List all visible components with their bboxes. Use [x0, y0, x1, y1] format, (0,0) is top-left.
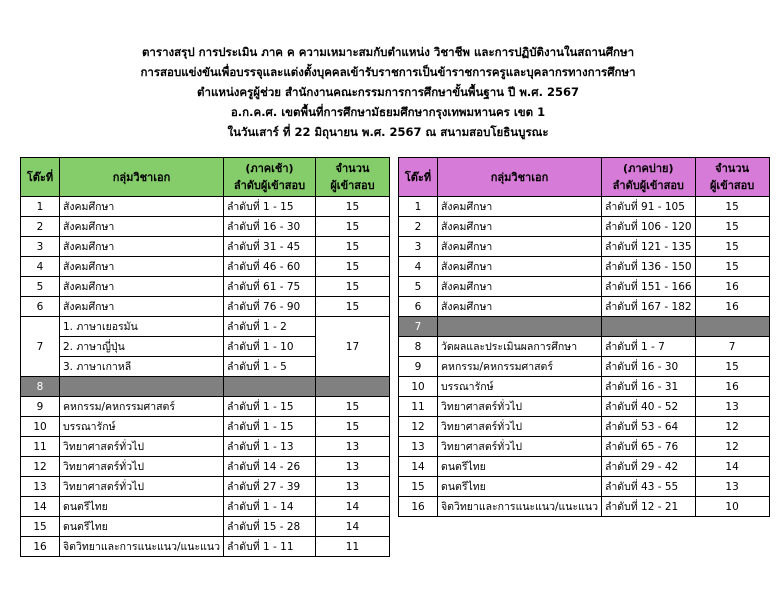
exam-order-cell: ลำดับที่ 14 - 26	[223, 457, 315, 477]
subject-group-cell: ดนตรีไทย	[60, 497, 224, 517]
table-row	[399, 477, 770, 497]
blank-table-row	[399, 317, 770, 337]
examinee-count-cell: 12	[695, 437, 769, 457]
examinee-count-cell: 11	[315, 537, 389, 557]
table-row	[21, 217, 390, 237]
table-no-cell: 1	[399, 197, 438, 217]
examinee-count-header	[315, 158, 389, 197]
exam-order-cell: ลำดับที่ 1 - 5	[223, 357, 315, 377]
subject-group-cell: วิทยาศาสตร์ทั่วไป	[438, 437, 602, 457]
table-no-cell: 6	[21, 297, 60, 317]
table-no-cell: 13	[399, 437, 438, 457]
subject-group-header: กลุ่มวิชาเอก	[60, 158, 224, 197]
exam-order-cell: ลำดับที่ 106 - 120	[601, 217, 695, 237]
subject-group-cell: สังคมศึกษา	[60, 197, 224, 217]
exam-order-cell: ลำดับที่ 1 - 15	[223, 197, 315, 217]
table-no-cell: 11	[21, 437, 60, 457]
exam-order-cell: ลำดับที่ 65 - 76	[601, 437, 695, 457]
examinee-count-cell: 13	[695, 477, 769, 497]
subject-group-cell: 1. ภาษาเยอรมัน	[60, 317, 224, 337]
exam-order-cell: ลำดับที่ 1 - 13	[223, 437, 315, 457]
examinee-count-cell: 12	[695, 417, 769, 437]
table-no-cell: 16	[399, 497, 438, 517]
subject-group-cell: วิทยาศาสตร์ทั่วไป	[60, 437, 224, 457]
examinee-count-cell: 13	[315, 477, 389, 497]
examinee-count-cell: 14	[315, 517, 389, 537]
table-no-cell: 11	[399, 397, 438, 417]
morning-session-table	[20, 157, 390, 557]
exam-order-cell: ลำดับที่ 16 - 30	[601, 357, 695, 377]
table-no-cell: 8	[21, 377, 60, 397]
exam-order-cell: ลำดับที่ 1 - 15	[223, 417, 315, 437]
examinee-count-cell: 16	[695, 377, 769, 397]
count-label-line1: จำนวน	[715, 162, 750, 175]
table-no-cell: 4	[21, 257, 60, 277]
table-row	[21, 317, 390, 337]
table-row	[399, 297, 770, 317]
table-no-cell: 15	[21, 517, 60, 537]
table-no-cell: 2	[21, 217, 60, 237]
exam-order-cell: ลำดับที่ 16 - 31	[601, 377, 695, 397]
subject-group-cell: วิทยาศาสตร์ทั่วไป	[438, 397, 602, 417]
table-row	[399, 237, 770, 257]
table-row	[399, 197, 770, 217]
empty-cell	[60, 377, 224, 397]
table-row	[21, 497, 390, 517]
subject-group-cell: สังคมศึกษา	[60, 297, 224, 317]
examinee-count-cell: 15	[315, 277, 389, 297]
exam-order-cell: ลำดับที่ 167 - 182	[601, 297, 695, 317]
examinee-count-cell: 7	[695, 337, 769, 357]
table-no-cell: 14	[21, 497, 60, 517]
subject-group-cell: วิทยาศาสตร์ทั่วไป	[438, 417, 602, 437]
table-no-cell: 14	[399, 457, 438, 477]
exam-order-cell: ลำดับที่ 1 - 14	[223, 497, 315, 517]
subject-group-cell: 3. ภาษาเกาหลี	[60, 357, 224, 377]
examinee-count-cell: 13	[315, 437, 389, 457]
exam-order-cell: ลำดับที่ 1 - 11	[223, 537, 315, 557]
subject-group-cell: สังคมศึกษา	[60, 237, 224, 257]
exam-order-cell: ลำดับที่ 121 - 135	[601, 237, 695, 257]
count-label-line2: ผู้เข้าสอบ	[709, 179, 755, 192]
table-row	[399, 437, 770, 457]
table-no-cell: 10	[21, 417, 60, 437]
table-row	[399, 497, 770, 517]
subject-group-cell: คหกรรม/คหกรรมศาสตร์	[60, 397, 224, 417]
table-row	[21, 437, 390, 457]
subject-group-cell: ดนตรีไทย	[438, 477, 602, 497]
table-no-cell: 5	[399, 277, 438, 297]
header-district-line: อ.ก.ค.ศ. เขตพื้นที่การศึกษามัธยมศึกษากรุงเทพมหานคร เขต 1	[230, 105, 546, 119]
table-row	[21, 417, 390, 437]
exam-order-cell: ลำดับที่ 1 - 10	[223, 337, 315, 357]
table-no-cell: 10	[399, 377, 438, 397]
exam-order-header	[601, 158, 695, 197]
examinee-count-cell: 17	[315, 317, 389, 377]
examinee-count-cell: 13	[315, 457, 389, 477]
table-row	[21, 397, 390, 417]
exam-order-cell: ลำดับที่ 151 - 166	[601, 277, 695, 297]
exam-order-header	[223, 158, 315, 197]
header-position-line: ตำแหน่งครูผู้ช่วย สำนักงานคณะกรรมการการศึกษาขั้นพื้นฐาน ปี พ.ศ. 2567	[197, 85, 579, 99]
examinee-count-cell: 15	[315, 257, 389, 277]
session-label: (ภาคเช้า)	[245, 162, 294, 175]
table-no-cell: 3	[399, 237, 438, 257]
table-no-cell: 3	[21, 237, 60, 257]
afternoon-session-table	[398, 157, 770, 517]
table-row	[21, 197, 390, 217]
order-label: ลำดับผู้เข้าสอบ	[612, 179, 684, 192]
subject-group-cell: บรรณารักษ์	[60, 417, 224, 437]
table-no-cell: 12	[21, 457, 60, 477]
exam-order-cell: ลำดับที่ 91 - 105	[601, 197, 695, 217]
examinee-count-cell: 14	[695, 457, 769, 477]
subject-group-cell: สังคมศึกษา	[60, 257, 224, 277]
document-header	[0, 42, 776, 142]
table-no-cell: 5	[21, 277, 60, 297]
empty-cell	[601, 317, 695, 337]
subject-group-cell: สังคมศึกษา	[438, 277, 602, 297]
examinee-count-cell: 16	[695, 277, 769, 297]
empty-cell	[438, 317, 602, 337]
examinee-count-cell: 15	[695, 237, 769, 257]
table-row	[399, 217, 770, 237]
table-row	[399, 457, 770, 477]
table-no-cell: 1	[21, 197, 60, 217]
subject-group-cell: สังคมศึกษา	[438, 257, 602, 277]
table-no-cell: 13	[21, 477, 60, 497]
table-no-cell: 2	[399, 217, 438, 237]
examinee-count-cell: 15	[695, 197, 769, 217]
subject-group-cell: สังคมศึกษา	[60, 277, 224, 297]
examinee-count-cell: 15	[315, 297, 389, 317]
empty-cell	[695, 317, 769, 337]
table-row	[399, 377, 770, 397]
table-no-cell: 7	[399, 317, 438, 337]
table-row	[399, 257, 770, 277]
exam-order-cell: ลำดับที่ 27 - 39	[223, 477, 315, 497]
subject-group-cell: สังคมศึกษา	[438, 217, 602, 237]
examinee-count-header	[695, 158, 769, 197]
exam-order-cell: ลำดับที่ 31 - 45	[223, 237, 315, 257]
table-row	[21, 537, 390, 557]
table-no-cell: 12	[399, 417, 438, 437]
exam-order-cell: ลำดับที่ 76 - 90	[223, 297, 315, 317]
examinee-count-cell: 13	[695, 397, 769, 417]
header-subtitle-line: การสอบแข่งขันเพื่อบรรจุและแต่งตั้งบุคคลเข้ารับราชการเป็นข้าราชการครูและบุคลากรทางการศึกษา	[140, 65, 636, 79]
table-row	[399, 397, 770, 417]
examinee-count-cell: 15	[315, 237, 389, 257]
subject-group-cell: คหกรรม/คหกรรมศาสตร์	[438, 357, 602, 377]
blank-table-row	[21, 377, 390, 397]
header-date-venue-line: ในวันเสาร์ ที่ 22 มิถุนายน พ.ศ. 2567 ณ สนามสอบโยธินบูรณะ	[227, 125, 549, 139]
exam-order-cell: ลำดับที่ 40 - 52	[601, 397, 695, 417]
table-row	[399, 417, 770, 437]
subject-group-cell: สังคมศึกษา	[438, 297, 602, 317]
subject-group-cell: สังคมศึกษา	[438, 197, 602, 217]
examinee-count-cell: 15	[695, 357, 769, 377]
table-no-cell: 9	[399, 357, 438, 377]
subject-group-cell: ดนตรีไทย	[438, 457, 602, 477]
examinee-count-cell: 15	[315, 217, 389, 237]
examinee-count-cell: 14	[315, 497, 389, 517]
session-label: (ภาคบ่าย)	[623, 162, 674, 175]
table-row	[21, 257, 390, 277]
table-row	[21, 517, 390, 537]
examinee-count-cell: 15	[695, 257, 769, 277]
table-row	[21, 457, 390, 477]
subject-group-cell: จิตวิทยาและการแนะแนว/แนะแนว	[60, 537, 224, 557]
subject-group-cell: สังคมศึกษา	[438, 237, 602, 257]
table-row	[21, 477, 390, 497]
subject-group-cell: ดนตรีไทย	[60, 517, 224, 537]
exam-order-cell: ลำดับที่ 61 - 75	[223, 277, 315, 297]
examinee-count-cell: 15	[315, 417, 389, 437]
table-no-header: โต๊ะที่	[399, 158, 438, 197]
table-no-cell: 7	[21, 317, 60, 377]
exam-order-cell: ลำดับที่ 15 - 28	[223, 517, 315, 537]
table-row	[21, 237, 390, 257]
examinee-count-cell: 15	[695, 217, 769, 237]
subject-group-cell: 2. ภาษาญี่ปุ่น	[60, 337, 224, 357]
exam-order-cell: ลำดับที่ 46 - 60	[223, 257, 315, 277]
table-row	[21, 297, 390, 317]
table-no-cell: 9	[21, 397, 60, 417]
subject-group-header: กลุ่มวิชาเอก	[438, 158, 602, 197]
table-row	[399, 277, 770, 297]
empty-cell	[315, 377, 389, 397]
table-row	[399, 357, 770, 377]
exam-order-cell: ลำดับที่ 136 - 150	[601, 257, 695, 277]
exam-order-cell: ลำดับที่ 16 - 30	[223, 217, 315, 237]
count-label-line1: จำนวน	[335, 162, 370, 175]
examinee-count-cell: 10	[695, 497, 769, 517]
subject-group-cell: วัดผลและประเมินผลการศึกษา	[438, 337, 602, 357]
examinee-count-cell: 15	[315, 197, 389, 217]
exam-order-cell: ลำดับที่ 1 - 7	[601, 337, 695, 357]
count-label-line2: ผู้เข้าสอบ	[330, 179, 375, 192]
exam-order-cell: ลำดับที่ 43 - 55	[601, 477, 695, 497]
subject-group-cell: วิทยาศาสตร์ทั่วไป	[60, 457, 224, 477]
table-no-cell: 16	[21, 537, 60, 557]
examinee-count-cell: 16	[695, 297, 769, 317]
exam-order-cell: ลำดับที่ 53 - 64	[601, 417, 695, 437]
exam-order-cell: ลำดับที่ 1 - 15	[223, 397, 315, 417]
table-no-cell: 15	[399, 477, 438, 497]
empty-cell	[223, 377, 315, 397]
order-label: ลำดับผู้เข้าสอบ	[233, 179, 306, 192]
table-row	[399, 337, 770, 357]
header-title-line: ตารางสรุป การประเมิน ภาค ค ความเหมาะสมกับตำแหน่ง วิชาชีพ และการปฏิบัติงานในสถานศึกษา	[141, 45, 635, 59]
table-row	[21, 277, 390, 297]
table-no-header: โต๊ะที่	[21, 158, 60, 197]
subject-group-cell: บรรณารักษ์	[438, 377, 602, 397]
subject-group-cell: วิทยาศาสตร์ทั่วไป	[60, 477, 224, 497]
table-no-cell: 4	[399, 257, 438, 277]
exam-order-cell: ลำดับที่ 29 - 42	[601, 457, 695, 477]
exam-order-cell: ลำดับที่ 12 - 21	[601, 497, 695, 517]
subject-group-cell: สังคมศึกษา	[60, 217, 224, 237]
table-no-cell: 6	[399, 297, 438, 317]
table-no-cell: 8	[399, 337, 438, 357]
subject-group-cell: จิตวิทยาและการแนะแนว/แนะแนว	[438, 497, 602, 517]
exam-order-cell: ลำดับที่ 1 - 2	[223, 317, 315, 337]
examinee-count-cell: 15	[315, 397, 389, 417]
